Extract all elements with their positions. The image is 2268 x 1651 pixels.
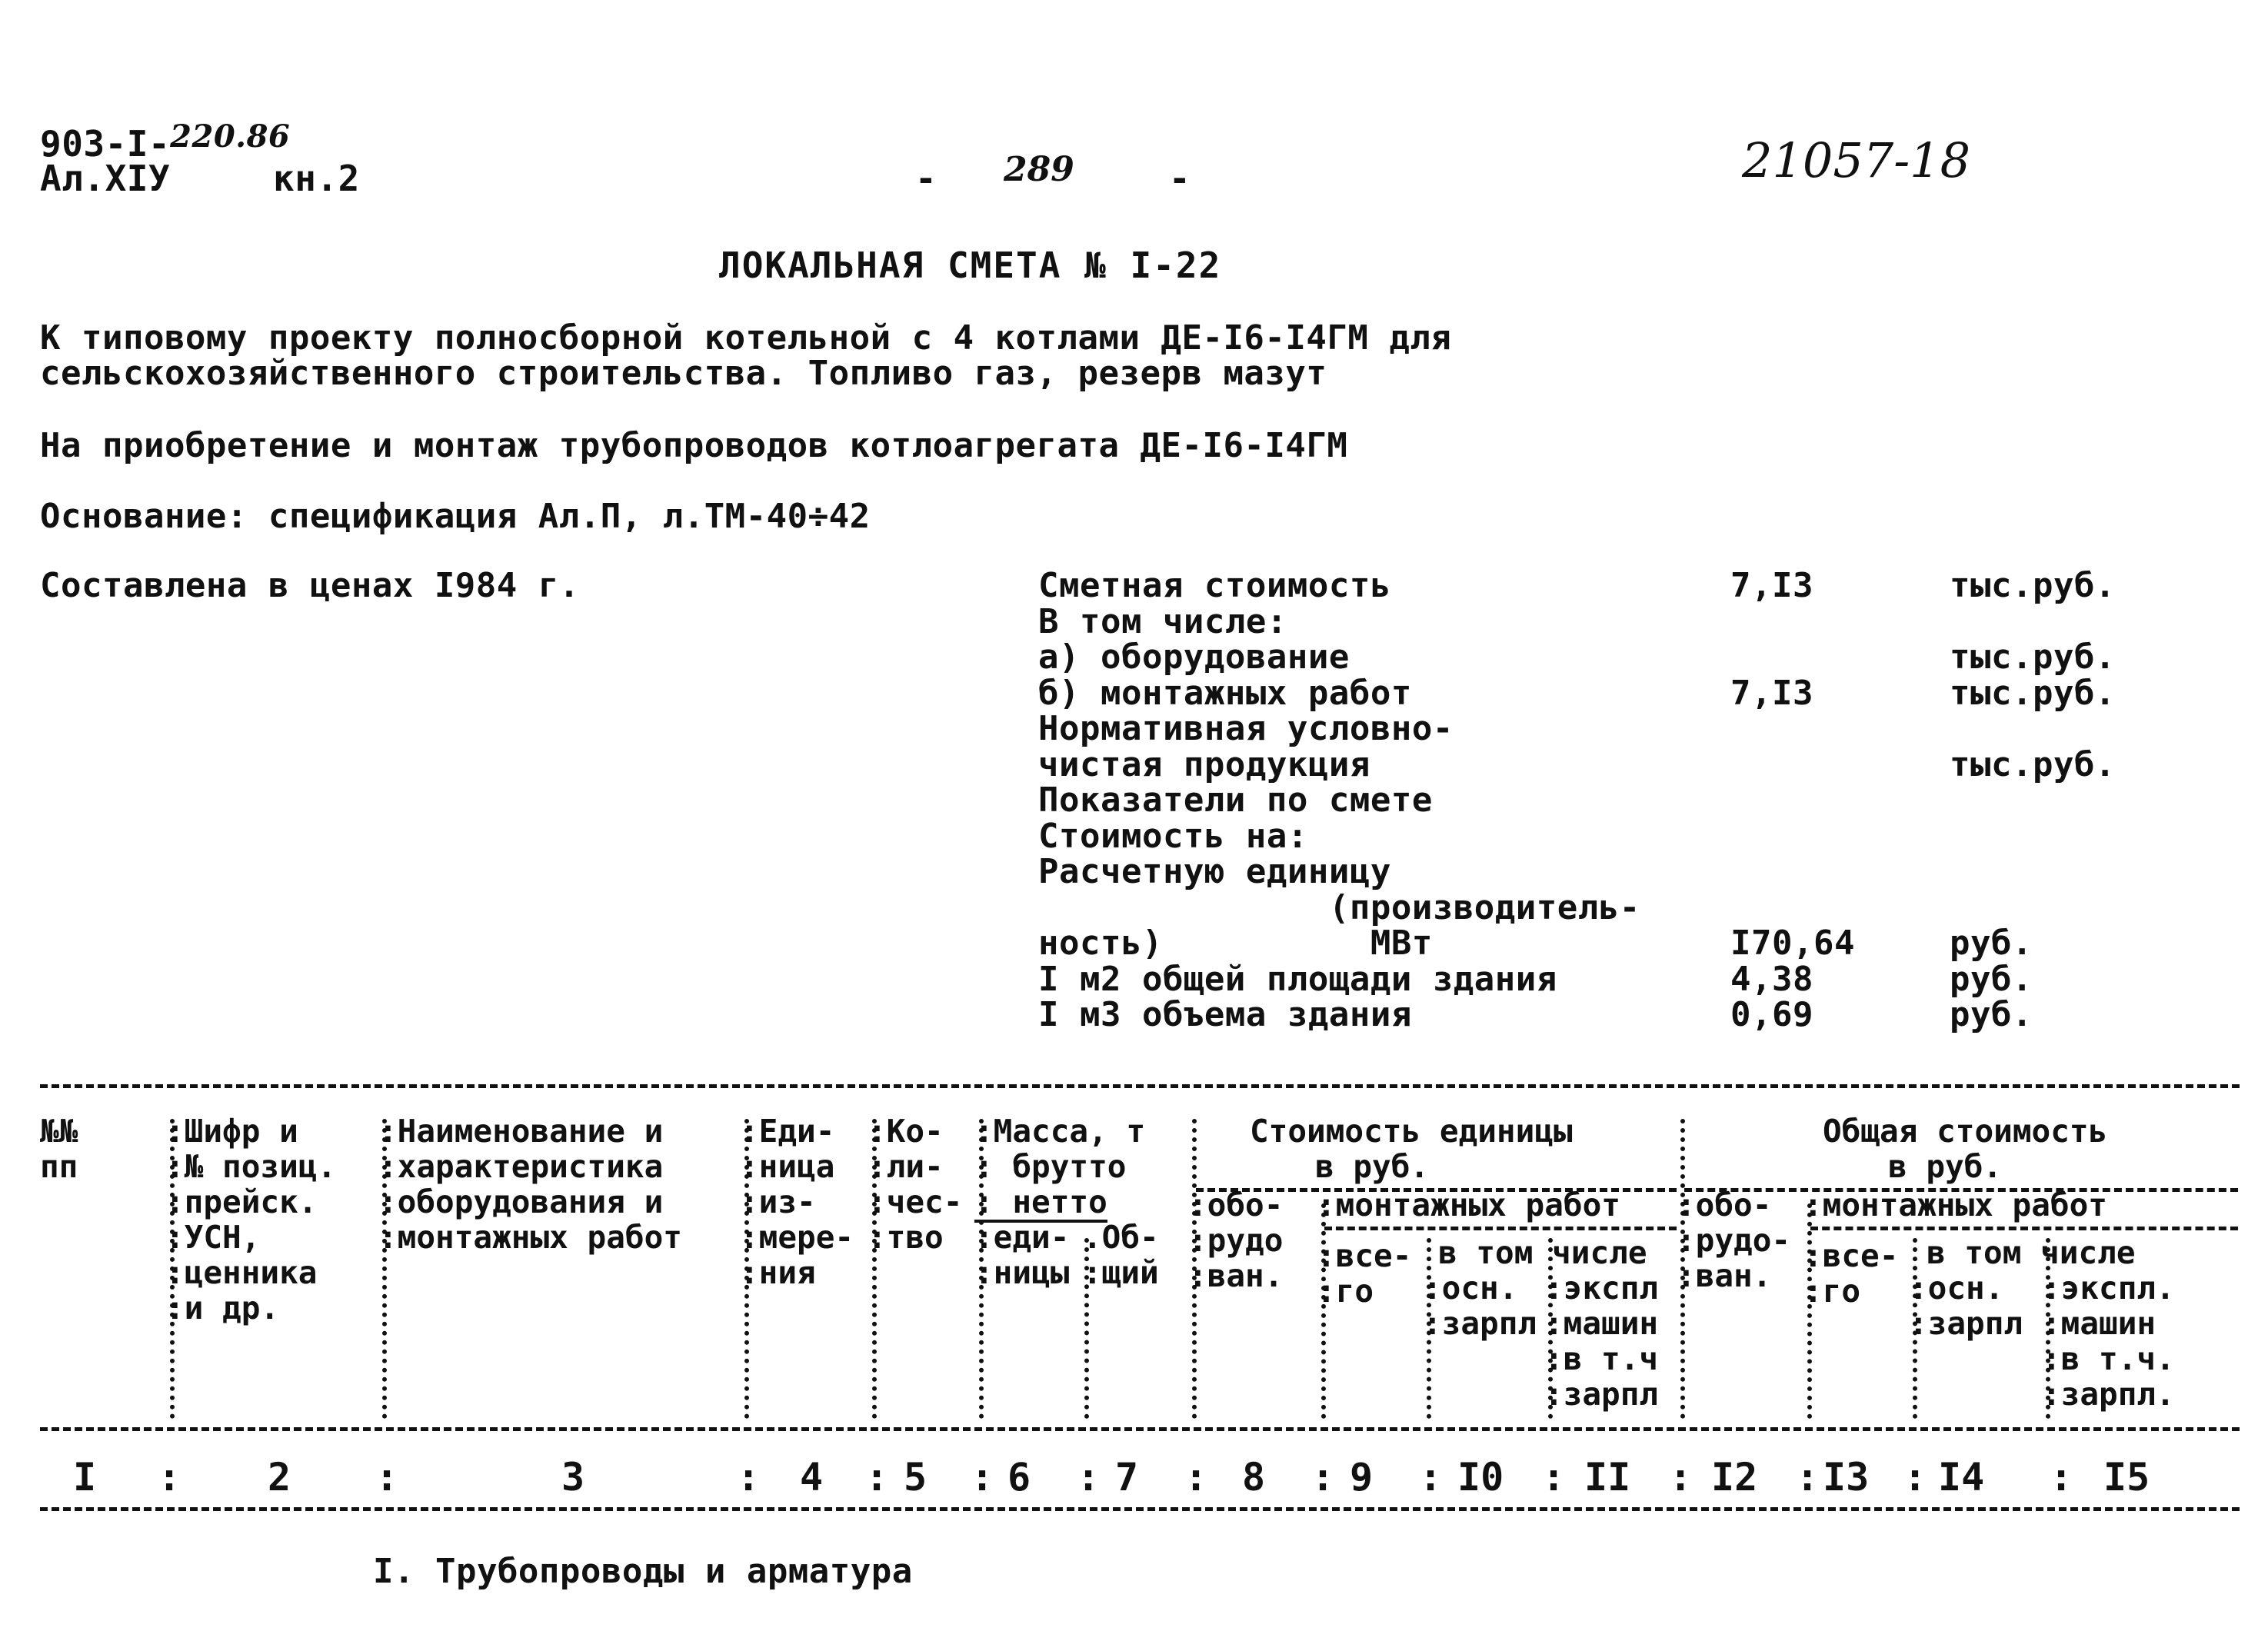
col-header-unit-equipment-line: :рудо	[1188, 1222, 1284, 1259]
col-sep-8	[1321, 1203, 1326, 1419]
summary-unit: тыс.руб.	[1950, 673, 2116, 713]
page-dash-left: -	[915, 158, 938, 199]
summary-row	[1038, 816, 2153, 856]
album-label: Ал.XIУ	[40, 158, 171, 199]
document-number: 21057-18	[1742, 132, 1971, 188]
col-header-unit-machines-line: :экспл	[1544, 1270, 1659, 1306]
project-code-prefix: 903-I-	[40, 123, 171, 165]
project-code-handwritten: 220.86	[170, 118, 291, 155]
col-header-total-salary-line: :осн.	[1909, 1270, 2004, 1306]
summary-label: Сметная стоимость	[1038, 566, 1391, 605]
column-number: 8	[1242, 1455, 1266, 1500]
column-number: 9	[1350, 1455, 1374, 1500]
col-header-total-machines-line: :в т.ч.	[2042, 1340, 2175, 1377]
col-header-unit-line: :мере-	[740, 1219, 854, 1256]
col-header-total-sum	[1803, 1238, 1898, 1309]
summary-row	[1038, 887, 2153, 927]
col-header-total-sum-line: :го	[1803, 1273, 1861, 1310]
column-number: 4	[800, 1455, 824, 1500]
summary-label: ность) МВт	[1038, 924, 1433, 963]
summary-row	[1038, 566, 2153, 605]
col-header-code-line: :УСН,	[165, 1219, 261, 1256]
col-header-unit-line: :ния	[740, 1254, 816, 1291]
col-header-unit-salary	[1423, 1270, 1537, 1341]
summary-value: 0,69	[1730, 995, 1813, 1034]
col-header-unit-machines-line: :зарпл	[1544, 1376, 1659, 1413]
col-header-total-machines	[2042, 1270, 2175, 1412]
col-header-unit-total-line: :все-	[1317, 1237, 1412, 1274]
summary-label: Расчетную единицу	[1038, 852, 1391, 891]
summary-row	[1038, 637, 2153, 677]
summary-row	[1038, 995, 2153, 1034]
summary-unit: тыс.руб.	[1950, 744, 2116, 784]
col-header-unit	[740, 1113, 854, 1290]
prices-year: Составлена в ценах I984 г.	[40, 566, 580, 605]
column-number: II	[1584, 1455, 1631, 1500]
col-header-total-equipment-line: :обо-	[1677, 1187, 1772, 1223]
summary-row	[1038, 709, 2153, 748]
col-header-mass-total-line: :щий	[1083, 1254, 1159, 1291]
column-number: 6	[1007, 1455, 1031, 1500]
col-header-total-equipment-line: :ван.	[1677, 1257, 1772, 1294]
col-header-name-line: :Наименование и	[378, 1113, 664, 1150]
column-number: 7	[1115, 1455, 1139, 1500]
col-header-unit-equipment-line: :обо-	[1188, 1187, 1284, 1223]
col-header-total-sum-line: :все-	[1803, 1237, 1899, 1274]
column-number-separator: :	[971, 1455, 994, 1500]
summary-label: Показатели по смете	[1038, 781, 1433, 820]
col-header-total-equipment	[1677, 1187, 1790, 1293]
col-header-unit-line: :Еди-	[740, 1113, 835, 1150]
col-header-total-machines-line: :машин	[2042, 1305, 2156, 1342]
section-title: I. Трубопроводы и арматура	[373, 1552, 913, 1591]
summary-label: I м2 общей площади здания	[1038, 959, 1557, 999]
summary-row	[1038, 924, 2153, 963]
summary-unit: руб.	[1950, 995, 2033, 1034]
table-header-bottom-rule	[40, 1427, 2240, 1431]
summary-label: I м3 объема здания	[1038, 995, 1412, 1034]
col-header-quantity-line: :тво	[868, 1219, 944, 1256]
col-header-unit-salary-line: :осн.	[1423, 1270, 1518, 1306]
column-number-separator: :	[1903, 1455, 1927, 1500]
column-number-separator: :	[1419, 1455, 1443, 1500]
col-header-mass-total	[1083, 1220, 1159, 1290]
col-header-name-line: :монтажных работ	[378, 1219, 682, 1256]
total-cost-title: Общая стоимость	[1823, 1113, 2108, 1150]
book-label: кн.2	[273, 158, 360, 199]
summary-row	[1038, 744, 2153, 784]
total-mont-rule	[1810, 1227, 2238, 1230]
col-header-code	[165, 1113, 336, 1326]
column-number-separator: :	[1542, 1455, 1566, 1500]
col-header-quantity-line: :Ко-	[868, 1113, 944, 1150]
col-header-unit-machines-line: :в т.ч	[1544, 1340, 1659, 1377]
project-description-line1: К типовому проекту полносборной котельной с 4 котлами ДЕ-I6-I4ГМ для	[40, 318, 1452, 358]
col-header-unit-machines-line: :машин	[1544, 1305, 1659, 1342]
column-numbers-row	[0, 1455, 2268, 1501]
col-header-total-salary	[1909, 1270, 2023, 1341]
col-header-mass-line: : брутто	[974, 1148, 1127, 1185]
unit-mont-title: :монтажных работ	[1317, 1187, 1620, 1223]
col-header-number-line: пп	[40, 1148, 78, 1185]
summary-row	[1038, 673, 2153, 713]
summary-value: 7,I3	[1730, 566, 1813, 605]
col-header-number-line: №№	[40, 1113, 78, 1150]
col-header-number	[40, 1113, 78, 1184]
page-dash-right: -	[1169, 158, 1191, 199]
unit-cost-subtitle: в руб.	[1315, 1148, 1430, 1185]
total-cost-subtitle: в руб.	[1888, 1148, 2003, 1185]
estimate-basis: Основание: спецификация Ал.П, л.ТМ-40÷42	[40, 497, 871, 536]
column-number: I2	[1711, 1455, 1758, 1500]
col-header-quantity	[868, 1113, 962, 1255]
col-header-total-salary-line: :зарпл	[1909, 1305, 2023, 1342]
unit-cost-title: Стоимость единицы	[1250, 1113, 1573, 1150]
col-header-unit-machines	[1544, 1270, 1658, 1412]
summary-label: Нормативная условно-	[1038, 709, 1454, 748]
column-numbers-bottom-rule	[40, 1507, 2240, 1511]
summary-value: I70,64	[1730, 924, 1855, 963]
summary-row	[1038, 781, 2153, 820]
col-header-unit-equipment	[1188, 1187, 1283, 1293]
total-mont-title: :монтажных работ	[1803, 1187, 2107, 1223]
column-number-separator: :	[1184, 1455, 1208, 1500]
column-number-separator: :	[1796, 1455, 1820, 1500]
col-header-code-line: :прейск.	[165, 1183, 318, 1220]
summary-unit: руб.	[1950, 959, 2033, 999]
column-number: 2	[268, 1455, 291, 1500]
estimate-purpose: На приобретение и монтаж трубопроводов котлоагрегата ДЕ-I6-I4ГМ	[40, 426, 1348, 465]
col-header-unit-line: :ница	[740, 1148, 835, 1185]
col-header-code-line: :ценника	[165, 1254, 318, 1291]
column-number-separator: :	[1311, 1455, 1335, 1500]
summary-row	[1038, 601, 2153, 641]
col-header-code-line: :и др.	[165, 1290, 280, 1326]
column-number-separator: :	[1669, 1455, 1693, 1500]
column-number-separator: :	[737, 1455, 761, 1500]
col-header-mass-total-line: .Об-	[1083, 1219, 1159, 1256]
col-header-total-machines-line: :зарпл.	[2042, 1376, 2175, 1413]
summary-row	[1038, 852, 2153, 891]
page-number: 289	[1004, 150, 1074, 189]
column-number: 5	[904, 1455, 928, 1500]
summary-unit: тыс.руб.	[1950, 566, 2116, 605]
col-header-name-line: :характеристика	[378, 1148, 664, 1185]
col-header-quantity-line: :ли-	[868, 1148, 944, 1185]
col-sep-12	[1807, 1203, 1812, 1419]
col-header-code-line: :№ позиц.	[165, 1148, 337, 1185]
col-header-quantity-line: :чес-	[868, 1183, 963, 1220]
summary-unit: руб.	[1950, 924, 2033, 963]
summary-label: а) оборудование	[1038, 637, 1350, 677]
col-header-unit-salary-line: :зарпл	[1423, 1305, 1537, 1342]
unit-incl-title: в том числе	[1438, 1234, 1647, 1271]
column-number: I	[73, 1455, 97, 1500]
summary-value: 7,I3	[1730, 673, 1813, 713]
summary-row	[1038, 959, 2153, 999]
project-description-line2: сельскохозяйственного строительства. Топливо газ, резерв мазут	[40, 354, 1327, 393]
column-number: 3	[561, 1455, 585, 1500]
col-header-unit-equipment-line: :ван.	[1188, 1257, 1284, 1294]
column-number-separator: :	[2050, 1455, 2073, 1500]
unit-mont-rule	[1324, 1227, 1677, 1230]
col-header-total-machines-line: :экспл.	[2042, 1270, 2175, 1306]
summary-label: чистая продукция	[1038, 744, 1370, 784]
column-number-separator: :	[158, 1455, 182, 1500]
column-number: I0	[1457, 1455, 1504, 1500]
summary-label: Стоимость на:	[1038, 816, 1308, 856]
column-number: I4	[1938, 1455, 1985, 1500]
summary-label: В том числе:	[1038, 601, 1287, 641]
col-header-unit-total	[1317, 1238, 1411, 1309]
column-number: I5	[2103, 1455, 2150, 1500]
col-header-mass	[974, 1113, 1145, 1223]
summary-label: (производитель-	[1038, 887, 1640, 927]
column-number: I3	[1823, 1455, 1870, 1500]
col-header-total-equipment-line: :рудо-	[1677, 1222, 1791, 1259]
column-number-separator: :	[865, 1455, 889, 1500]
column-number-separator: :	[1077, 1455, 1101, 1500]
estimate-title: ЛОКАЛЬНАЯ СМЕТА № I-22	[719, 245, 1222, 286]
col-header-unit-line: :из-	[740, 1183, 816, 1220]
col-header-name	[378, 1113, 682, 1255]
col-header-code-line: :Шифр и	[165, 1113, 298, 1150]
col-header-name-line: :оборудования и	[378, 1183, 664, 1220]
col-header-mass-unit-line: :ницы	[974, 1254, 1070, 1291]
summary-label: б) монтажных работ	[1038, 673, 1412, 713]
summary-unit: тыс.руб.	[1950, 637, 2116, 677]
col-header-mass-line: : нетто	[974, 1184, 1107, 1223]
col-header-mass-unit	[974, 1220, 1069, 1290]
col-header-unit-total-line: :го	[1317, 1273, 1374, 1310]
col-header-mass-unit-line: :еди-	[974, 1219, 1070, 1256]
column-number-separator: :	[375, 1455, 399, 1500]
table-top-rule	[40, 1084, 2240, 1088]
col-header-mass-line: :Масса, т	[974, 1113, 1146, 1150]
total-incl-title: в том числе	[1927, 1234, 2136, 1271]
summary-value: 4,38	[1730, 959, 1813, 999]
